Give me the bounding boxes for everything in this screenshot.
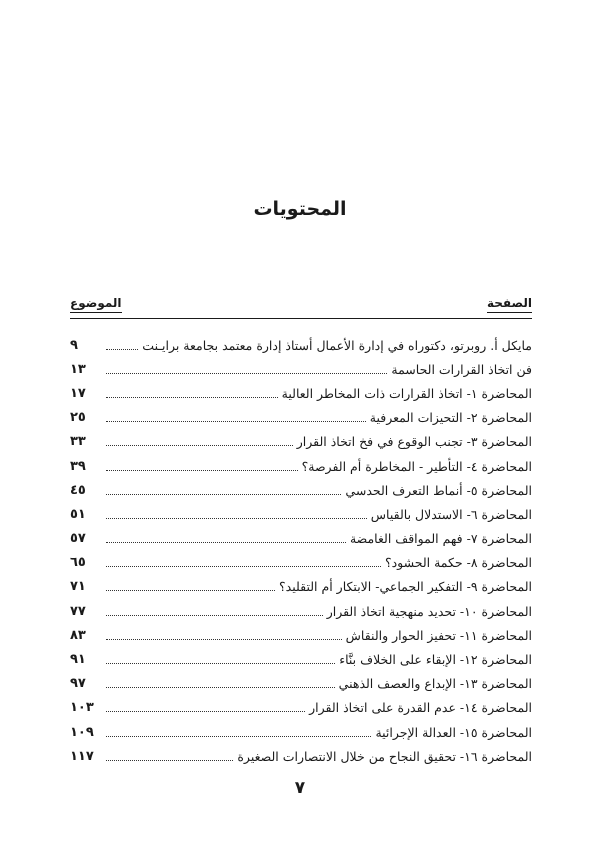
toc-entry (70, 333, 532, 357)
toc-entry-title: المحاضرة ٩- التفكير الجماعي- الابتكار أم التقليد؟ (279, 579, 532, 595)
toc-entry (70, 672, 532, 696)
dot-leader (106, 711, 305, 712)
dot-leader (106, 736, 371, 737)
toc-entry-title: المحاضرة ١٣- الإبداع والعصف الذهني (338, 676, 532, 692)
dot-leader (106, 494, 341, 495)
toc-entry-title: المحاضرة ٤- التأطير - المخاطرة أم الفرصة؟ (301, 458, 532, 474)
toc-entry-page: ٤٥ (70, 482, 86, 498)
dot-leader (106, 566, 381, 567)
toc-entry-title: مايكل أ. روبرتو، دكتوراه في إدارة الأعمال أستاذ إدارة معتمد بجامعة برايـنت (142, 337, 532, 353)
toc-entry-page: ٧٧ (70, 603, 86, 619)
toc-entry-page: ٢٥ (70, 410, 86, 426)
toc-entry-title: المحاضرة ٦- الاستدلال بالقياس (370, 506, 532, 522)
toc-entry-page: ١١٧ (70, 748, 94, 764)
dot-leader (106, 663, 335, 664)
toc-entry (70, 744, 532, 768)
toc-entry-title: المحاضرة ١٠- تحديد منهجية اتخاذ القرار (326, 603, 532, 619)
dot-leader (106, 590, 275, 591)
toc-entry-title: المحاضرة ١٢- الإبقاء على الخلاف بنَّاء (339, 652, 532, 668)
dot-leader (106, 518, 367, 519)
dot-leader (106, 421, 366, 422)
toc-list (70, 333, 532, 768)
toc-entry-page: ٣٩ (70, 458, 86, 474)
toc-entry-title: فن اتخاذ القرارات الحاسمة (391, 361, 532, 377)
toc-entry-title: المحاضرة ٣- تجنب الوقوع في فخ اتخاذ القرار (296, 434, 532, 450)
toc-entry-page: ٧١ (70, 579, 86, 595)
toc-entry (70, 527, 532, 551)
toc-entry-title: المحاضرة ١٤- عدم القدرة على اتخاذ القرار (309, 700, 532, 716)
toc-entry (70, 720, 532, 744)
toc-entry (70, 647, 532, 671)
dot-leader (106, 639, 342, 640)
toc-entry (70, 623, 532, 647)
toc-entry (70, 599, 532, 623)
toc-entry-page: ٩٧ (70, 676, 86, 692)
toc-entry (70, 478, 532, 502)
toc-entry-page: ١٠٩ (70, 724, 94, 740)
header-divider (70, 318, 532, 319)
dot-leader (106, 687, 335, 688)
toc-entry-page: ٥٧ (70, 531, 86, 547)
dot-leader (106, 373, 387, 374)
toc-entry-title: المحاضرة ٢- التحيزات المعرفية (369, 410, 532, 426)
toc-entry-page: ٩ (70, 337, 78, 353)
toc-entry (70, 357, 532, 381)
dot-leader (106, 445, 293, 446)
toc-entry-page: ١٣ (70, 361, 86, 377)
dot-leader (106, 470, 298, 471)
dot-leader (106, 349, 138, 350)
toc-entry-page: ١٠٣ (70, 700, 94, 716)
toc-entry (70, 381, 532, 405)
page-title: المحتويات (253, 198, 347, 220)
toc-entry-title: المحاضرة ١- اتخاذ القرارات ذات المخاطر العالية (281, 385, 532, 401)
toc-entry (70, 454, 532, 478)
dot-leader (106, 615, 323, 616)
dot-leader (106, 542, 346, 543)
toc-entry (70, 430, 532, 454)
toc-entry (70, 696, 532, 720)
toc-entry (70, 575, 532, 599)
toc-entry-title: المحاضرة ١٥- العدالة الإجرائية (375, 724, 532, 740)
dot-leader (106, 397, 278, 398)
toc-entry-page: ٨٣ (70, 627, 86, 643)
toc-entry-title: المحاضرة ٥- أنماط التعرف الحدسي (345, 482, 532, 498)
page-number: ٧ (294, 778, 306, 798)
toc-entry (70, 551, 532, 575)
toc-entry-title: المحاضرة ١٦- تحقيق النجاح من خلال الانتصارات الصغيرة (237, 748, 532, 764)
toc-entry-page: ٩١ (70, 652, 86, 668)
toc-entry (70, 502, 532, 526)
toc-entry-page: ١٧ (70, 385, 86, 401)
toc-entry-page: ٣٣ (70, 434, 86, 450)
toc-header (70, 296, 532, 313)
toc-entry-title: المحاضرة ٨- حكمة الحشود؟ (384, 555, 532, 571)
toc-entry-page: ٥١ (70, 506, 86, 522)
page-column-header: الصفحة (487, 296, 532, 313)
toc-entry-page: ٦٥ (70, 555, 86, 571)
topic-column-header: الموضوع (70, 296, 122, 313)
toc-entry-title: المحاضرة ٧- فهم المواقف الغامضة (349, 531, 532, 547)
dot-leader (106, 760, 233, 761)
toc-entry-title: المحاضرة ١١- تحفيز الحوار والنقاش (345, 627, 532, 643)
toc-entry (70, 406, 532, 430)
